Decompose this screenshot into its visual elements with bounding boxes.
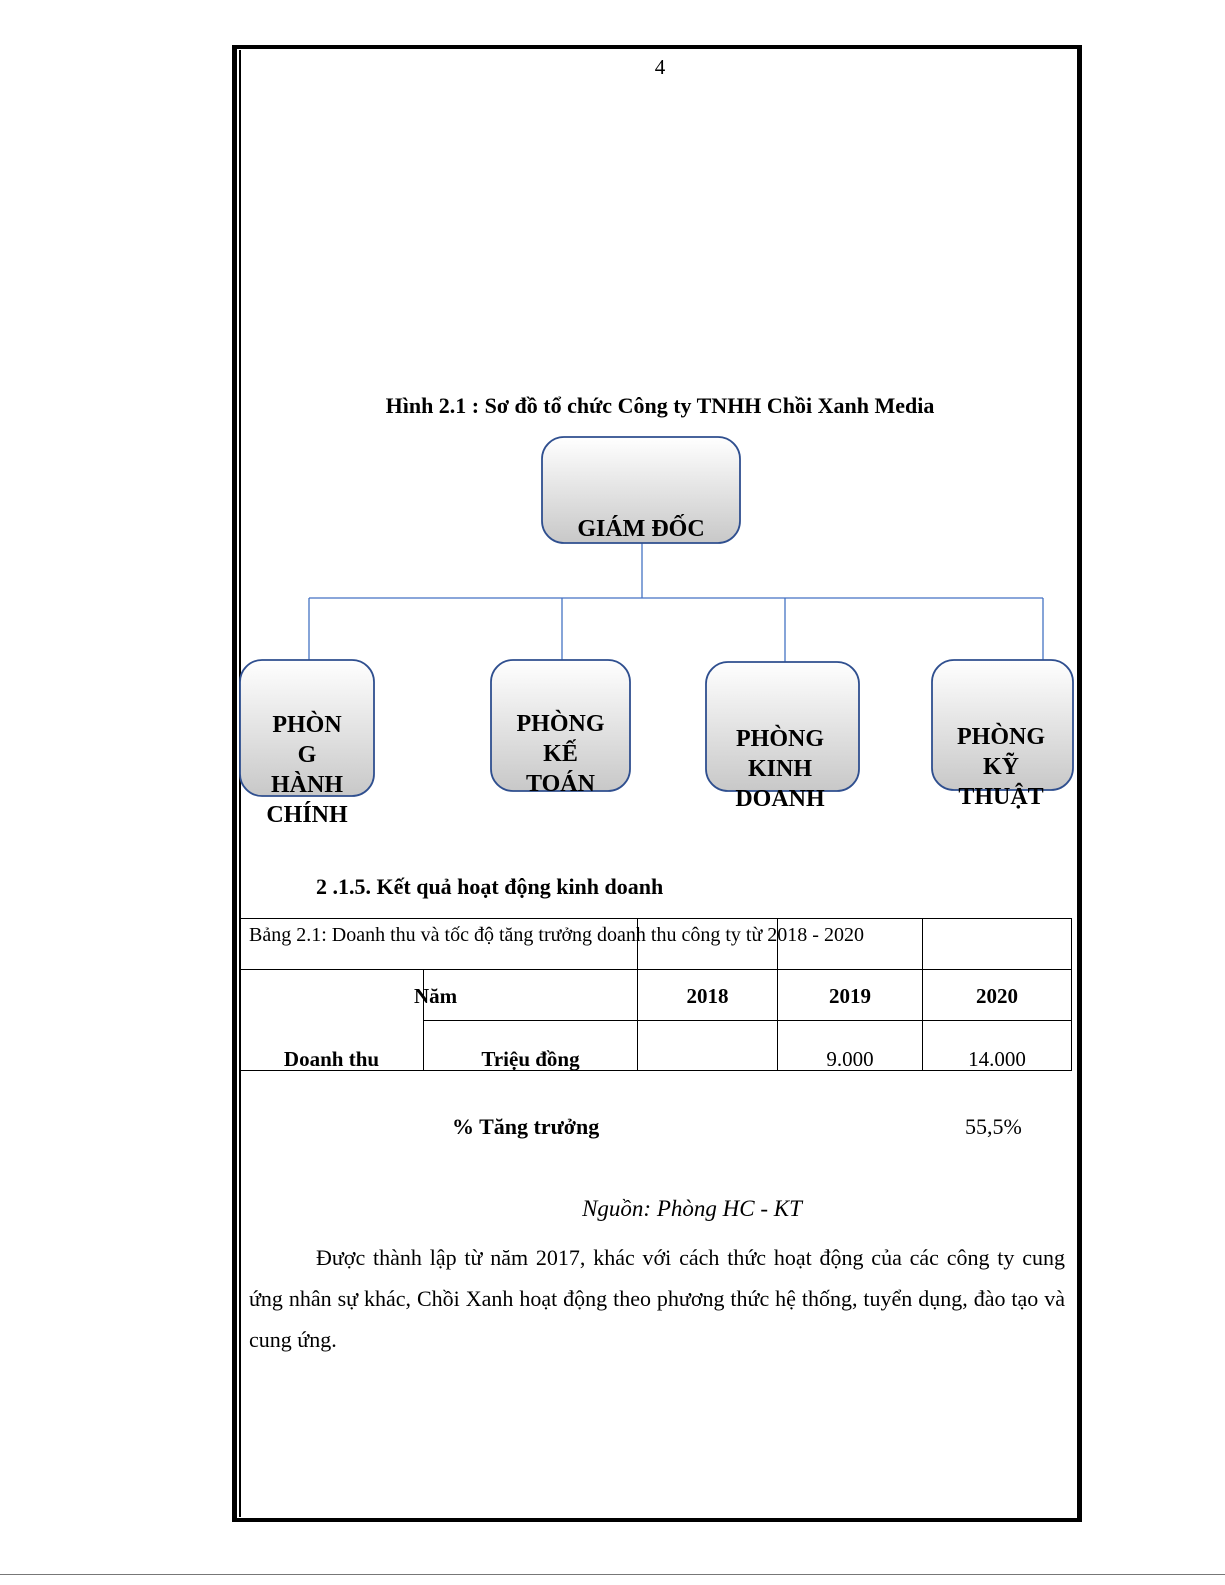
value-cell: 14.000 (968, 1047, 1026, 1071)
table-header-row (240, 970, 1072, 1021)
dept-label-technical (932, 722, 1070, 812)
year-label: Năm (414, 984, 458, 1008)
dept-label-line: G (297, 742, 317, 768)
dept-label-line: HÀNH (271, 772, 343, 798)
dept-label-line: THUẬT (958, 784, 1044, 810)
dept-label-administration (240, 710, 374, 830)
value-cell (638, 1049, 777, 1069)
page-number: 4 (654, 55, 666, 79)
figure-caption: Hình 2.1 : Sơ đồ tổ chức Công ty TNHH Chồi Xanh Media (385, 393, 935, 418)
section-heading: 2 .1.5. Kết quả hoạt động kinh doanh (316, 874, 664, 899)
year-header: 2019 (829, 984, 872, 1008)
value-cell: 9.000 (826, 1047, 874, 1071)
dept-label-line: KINH (747, 756, 812, 782)
dept-label-line: PHÒNG (736, 726, 824, 752)
table-caption: Bảng 2.1: Doanh thu và tốc độ tăng trưởng doanh thu công ty từ 2018 - 2020 (249, 924, 864, 946)
dept-label-line: DOANH (735, 786, 825, 812)
page-bottom-rule (0, 1574, 1225, 1575)
dept-label-line: PHÒNG (957, 724, 1045, 750)
director-label: GIÁM ĐỐC (577, 516, 705, 542)
dept-label-business (706, 724, 854, 814)
row-label: Doanh thu (283, 1047, 380, 1071)
dept-label-line: KỸ (983, 754, 1019, 780)
unit-label: Triệu đồng (481, 1047, 580, 1071)
dept-label-line: KẾ (543, 741, 578, 767)
body-paragraph: Được thành lập từ năm 2017, khác với cách thức hoạt động của các công ty cung ứng nhân sự khác, Chồi Xanh hoạt động theo phương thức hệ thống, tuyển dụng, đào tạo và cung ứng. (249, 1245, 1065, 1352)
row-label-cell (240, 970, 424, 1071)
growth-label: % Tăng trưởng (452, 1114, 600, 1139)
org-connectors (309, 543, 1043, 662)
table-caption-row (240, 919, 1072, 970)
dept-label-line: TOÁN (526, 771, 595, 797)
year-header: 2018 (686, 984, 729, 1008)
dept-label-line: PHÒN (272, 712, 342, 738)
dept-label-line: CHÍNH (266, 802, 348, 828)
dept-label-accounting (491, 709, 630, 799)
growth-value: 55,5% (965, 1114, 1022, 1139)
source-note: Nguồn: Phòng HC - KT (582, 1196, 802, 1221)
year-header: 2020 (976, 984, 1019, 1008)
revenue-table (239, 918, 1072, 1071)
dept-label-line: PHÒNG (516, 711, 605, 737)
